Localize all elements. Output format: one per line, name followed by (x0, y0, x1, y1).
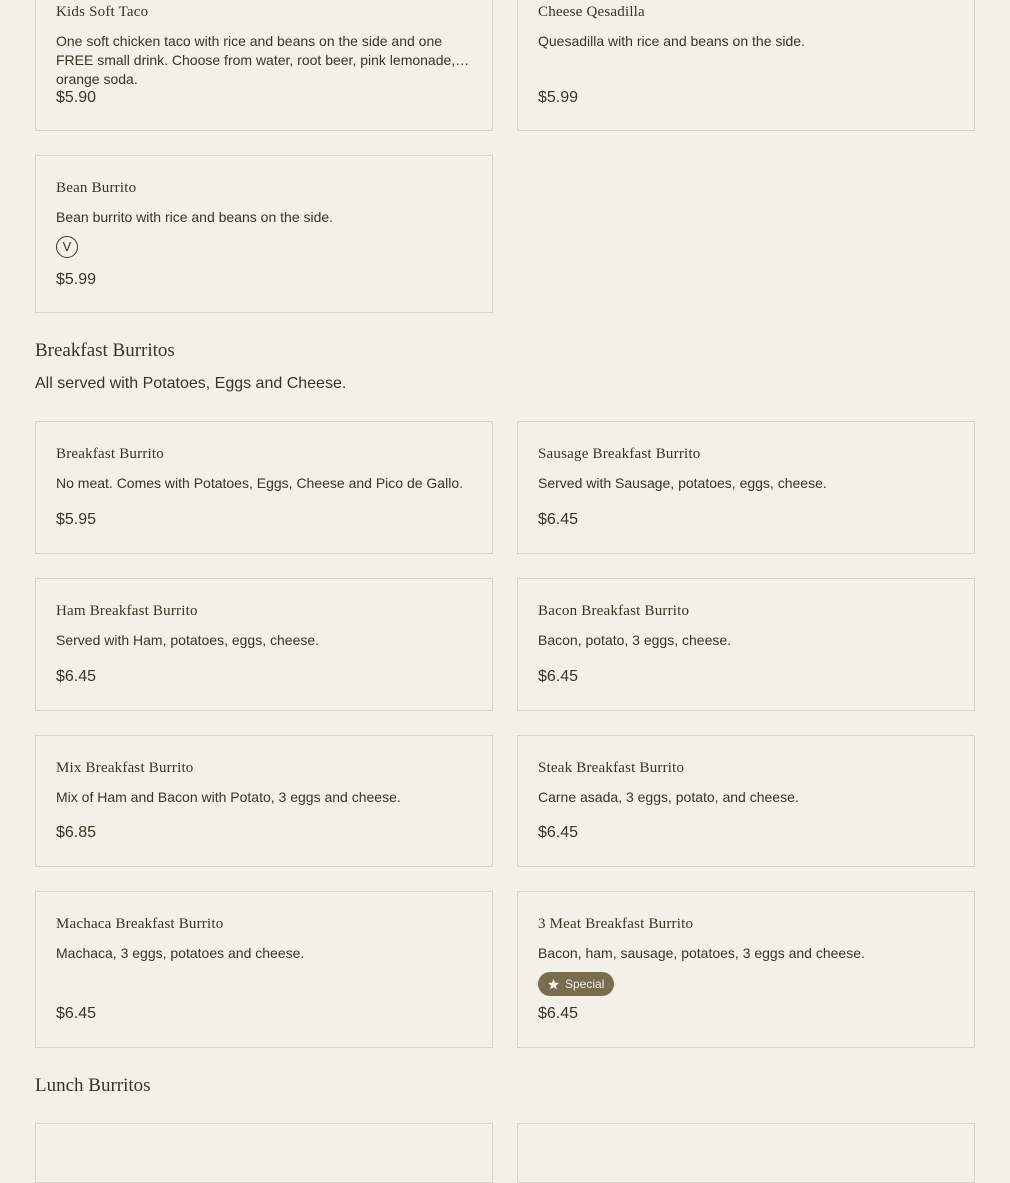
menu-item-card[interactable] (35, 735, 493, 867)
menu-item-price: $6.45 (538, 1005, 579, 1022)
special-badge-label: Special (565, 977, 605, 991)
menu-item-card[interactable] (35, 1123, 493, 1183)
menu-item-name: Mix Breakfast Burrito (56, 760, 194, 776)
menu-item-description: Machaca, 3 eggs, potatoes and cheese. (56, 945, 305, 961)
menu-item-name: Kids Soft Taco (56, 4, 149, 20)
menu-item-name: 3 Meat Breakfast Burrito (538, 916, 694, 932)
menu-item-name: Breakfast Burrito (56, 446, 164, 462)
menu-item-card[interactable] (517, 421, 975, 554)
menu-item-price: $5.99 (538, 89, 579, 106)
menu-item-price: $6.85 (56, 824, 97, 841)
menu-item-description: Bean burrito with rice and beans on the side. (56, 209, 334, 225)
menu-item-price: $5.99 (56, 271, 97, 288)
menu-item-description: Served with Sausage, potatoes, eggs, cheese. (538, 475, 827, 491)
menu-item-card[interactable] (35, 155, 493, 313)
menu-item-description: One soft chicken taco with rice and beans on the side and one FREE small drink. Choose from water, root beer, pink lemonade, or orange soda. (56, 33, 472, 87)
menu-item-price: $6.45 (538, 511, 579, 528)
section-subtitle: All served with Potatoes, Eggs and Cheese. (35, 375, 347, 392)
menu-item-card[interactable] (35, 891, 493, 1048)
menu-item-name: Ham Breakfast Burrito (56, 603, 198, 619)
menu-item-description: Served with Ham, potatoes, eggs, cheese. (56, 632, 320, 648)
menu-item-card[interactable] (35, 421, 493, 554)
section-title: Breakfast Burritos (35, 340, 175, 361)
menu-item-description: Bacon, potato, 3 eggs, cheese. (538, 632, 732, 648)
menu-item-name: Bacon Breakfast Burrito (538, 603, 690, 619)
menu-item-description: Bacon, ham, sausage, potatoes, 3 eggs and cheese. (538, 945, 865, 961)
menu-item-card[interactable] (517, 0, 975, 131)
menu-item-name: Cheese Qesadilla (538, 4, 645, 20)
menu-item-card[interactable] (517, 1123, 975, 1183)
special-badge (538, 972, 614, 996)
menu-item-name: Steak Breakfast Burrito (538, 760, 685, 776)
menu-item-price: $6.45 (56, 668, 97, 685)
menu-item-card[interactable] (517, 578, 975, 711)
menu-item-card[interactable] (35, 0, 493, 131)
star-icon (547, 978, 560, 991)
menu-item-description: Quesadilla with rice and beans on the side. (538, 33, 805, 49)
menu-item-card[interactable] (517, 891, 975, 1048)
menu-item-price: $6.45 (538, 824, 579, 841)
menu-item-price: $6.45 (538, 668, 579, 685)
menu-item-price: $6.45 (56, 1005, 97, 1022)
menu-item-description: Mix of Ham and Bacon with Potato, 3 eggs and cheese. (56, 789, 401, 805)
menu-item-name: Bean Burrito (56, 180, 137, 196)
menu-item-name: Machaca Breakfast Burrito (56, 916, 224, 932)
menu-item-card[interactable] (35, 578, 493, 711)
menu-item-card[interactable] (517, 735, 975, 867)
menu-item-description: Carne asada, 3 eggs, potato, and cheese. (538, 789, 799, 805)
section-title: Lunch Burritos (35, 1075, 151, 1096)
vegetarian-icon: V (56, 236, 78, 258)
menu-item-price: $5.90 (56, 89, 97, 106)
menu-item-description: No meat. Comes with Potatoes, Eggs, Cheese and Pico de Gallo. (56, 475, 463, 491)
menu-item-price: $5.95 (56, 511, 97, 528)
menu-item-name: Sausage Breakfast Burrito (538, 446, 701, 462)
